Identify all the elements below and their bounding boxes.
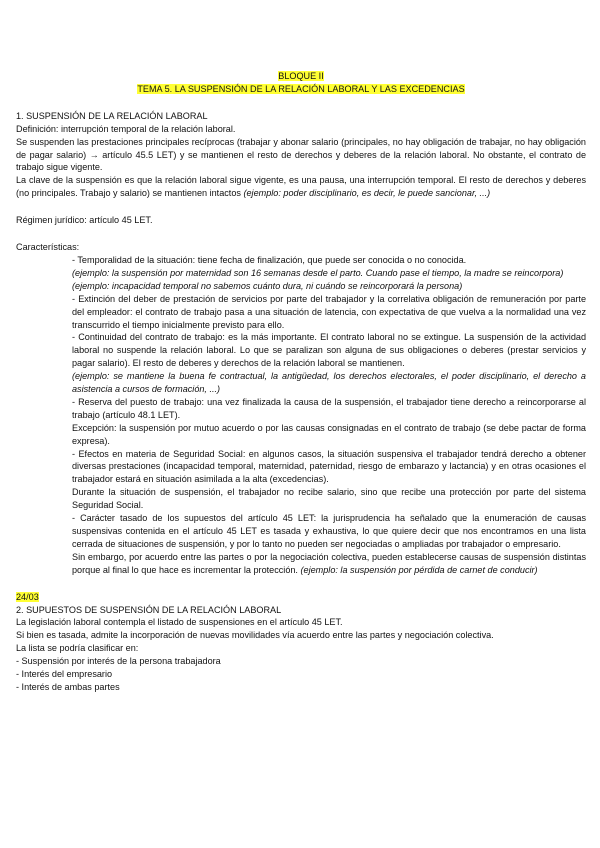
block-heading <box>16 70 586 83</box>
legal-regime: Régimen jurídico: artículo 45 LET. <box>16 215 153 226</box>
section1-paragraph-2 <box>16 174 586 200</box>
feature-social-security-detail: Durante la situación de suspensión, el trabajador no recibe salario, sino que recibe una protección por parte del sistema Seguridad Social. <box>72 487 586 511</box>
topic-heading <box>16 83 586 96</box>
list-item: - Suspensión por interés de la persona trabajadora <box>16 656 221 667</box>
list-item: - Interés de ambas partes <box>16 681 120 692</box>
feature-extinction: - Extinción del deber de prestación de servicios por parte del trabajador y la correlativa obligación de remuneración por parte del empleador: el contrato de trabajo pasa a una situación de latencia, con expectativa de que vuelva a la normalidad una vez transcurrido el tiempo inicialmente previsto para ello. <box>72 293 586 330</box>
section2-line-3: La lista se podría clasificar en: <box>16 643 139 654</box>
section2-line-1: La legislación laboral contempla el listado de suspensiones en el artículo 45 LET. <box>16 617 343 628</box>
section1-paragraph-2-example: (ejemplo: poder disciplinario, es decir, le puede sancionar, ...) <box>243 188 491 199</box>
section2-line-2: Si bien es tasada, admite la incorporación de nuevas movilidades vía acuerdo entre las partes y negociación colectiva. <box>16 630 494 641</box>
section1-paragraph-1: Se suspenden las prestaciones principales recíprocas (trabajar y abonar salario (principales, no hay obligación de trabajar, no hay obligación de pagar salario) → artículo 45.5 LET) y se mantienen el resto de derechos y deberes de la relación laboral. No obstante, el contrato de trabajo sigue vigente. <box>16 136 586 173</box>
feature-social-security: - Efectos en materia de Seguridad Social: en algunos casos, la situación suspensiva el trabajador tendrá derecho a obtener diversas prestaciones (incapacidad temporal, maternidad, paternidad, riesgo de embarazo y lactancia) y en otras ocasiones el trabajador estará en situación asimilada a la alta (excedencias). <box>72 448 586 485</box>
feature-job-reserve: - Reserva del puesto de trabajo: una vez finalizada la causa de la suspensión, el trabajador tiene derecho a reincorporarse al trabajo (artículo 48.1 LET). <box>72 396 586 420</box>
feature-temporality-example-1: (ejemplo: la suspensión por maternidad son 16 semanas desde el parto. Cuando pase el tiempo, la madre se reincorpora) <box>72 267 564 278</box>
list-item: - Interés del empresario <box>16 669 113 680</box>
date-marker <box>16 591 586 604</box>
feature-continuity: - Continuidad del contrato de trabajo: es la más importante. El contrato laboral no se extingue. La suspensión de la actividad laboral no suspende la relación laboral. Lo que se paralizan son alguna de sus obligaciones o deberes (prestar servicios y pagar salario). El resto de deberes y derechos de la relación laboral se mantienen. <box>72 332 586 369</box>
document-content <box>16 70 586 694</box>
feature-continuity-example: (ejemplo: se mantiene la buena fe contractual, la antigüedad, los derechos electorales, el poder disciplinario, el derecho a asistencia a cursos de formación, ...) <box>72 371 586 395</box>
section1-paragraph-2-text: La clave de la suspensión es que la relación laboral sigue vigente, es una pausa, una interrupción temporal. El resto de derechos y deberes (no principales. Trabajo y salario) se mantienen intactos <box>16 175 586 199</box>
features-list <box>72 254 586 577</box>
features-title: Características: <box>16 242 80 253</box>
suspension-classification-list <box>16 655 586 694</box>
definition: Definición: interrupción temporal de la relación laboral. <box>16 123 236 134</box>
feature-temporality-example-2: (ejemplo: incapacidad temporal no sabemos cuánto dura, ni cuándo se reincorporará la persona) <box>72 280 463 291</box>
feature-temporality: - Temporalidad de la situación: tiene fecha de finalización, que puede ser conocida o no conocida. <box>72 254 467 265</box>
section2-title: 2. SUPUESTOS DE SUSPENSIÓN DE LA RELACIÓN LABORAL <box>16 604 282 615</box>
feature-closed-list-example: (ejemplo: la suspensión por pérdida de carnet de conducir) <box>300 564 538 575</box>
feature-closed-list-detail <box>72 551 586 577</box>
date-marker-text: 24/03 <box>16 591 39 602</box>
section1-title: 1. SUSPENSIÓN DE LA RELACIÓN LABORAL <box>16 110 208 121</box>
topic-heading-text: TEMA 5. LA SUSPENSIÓN DE LA RELACIÓN LABORAL Y LAS EXCEDENCIAS <box>137 83 465 94</box>
feature-closed-list: - Carácter tasado de los supuestos del artículo 45 LET: la jurisprudencia ha señalado que la enumeración de causas suspensivas contenida en el artículo 45 LET es tasada y exhaustiva, lo que quiere decir que nos encontramos en una lista cerrada de situaciones de suspensión, y por lo tanto no pueden ser negociadas o ampliadas por trabajador o empresario. <box>72 513 586 549</box>
feature-closed-list-detail-text: Sin embargo, por acuerdo entre las partes o por la negociación colectiva, pueden establecerse causas de suspensión distintas porque al final lo que hace es incrementar la protección. <box>72 551 586 575</box>
feature-job-reserve-exception: Excepción: la suspensión por mutuo acuerdo o por las causas consignadas en el contrato de trabajo (se debe pactar de forma expresa). <box>72 422 586 446</box>
block-heading-text: BLOQUE II <box>278 71 324 81</box>
